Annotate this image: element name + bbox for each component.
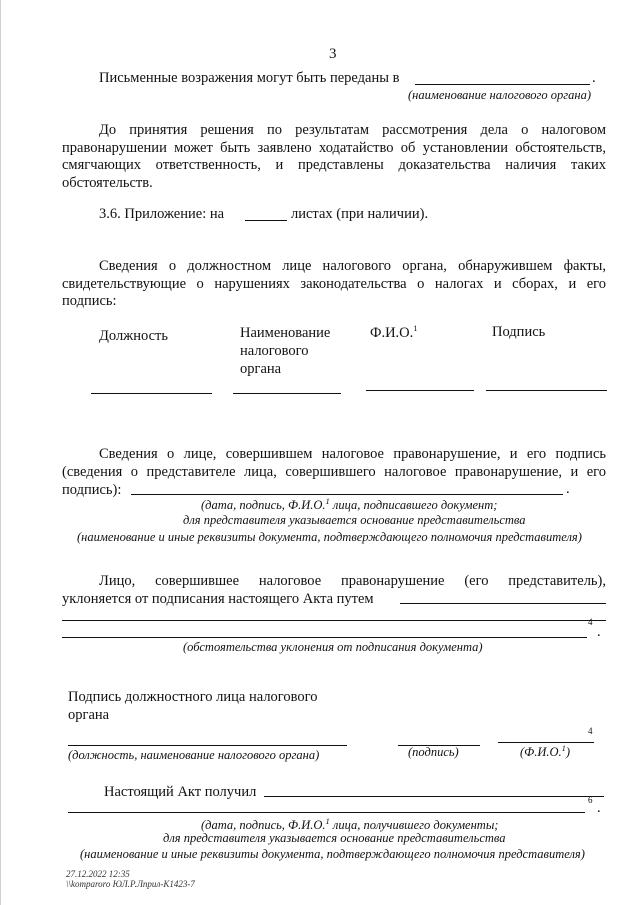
received-caption-line-3: (наименование и иные реквизиты документа, подтверждающего полномочия представителя) bbox=[80, 847, 585, 861]
column-position: Должность bbox=[99, 328, 168, 344]
column-signature: Подпись bbox=[492, 324, 546, 340]
received-caption-line-1: (дата, подпись, Ф.И.О.$^1$ лица, получившего документы; bbox=[201, 816, 499, 833]
official-signature-line-1: Подпись должностного лица налогового bbox=[68, 689, 318, 705]
received-caption-line-2: для представителя указывается основание представительства bbox=[163, 831, 506, 845]
official-fio-caption-footnote: 1 bbox=[561, 743, 566, 753]
authority-field bbox=[233, 393, 341, 394]
attachment-prefix: 3.6. Приложение: на bbox=[99, 206, 225, 222]
received-footnote: 6 bbox=[588, 795, 593, 805]
official-position-caption: (должность, наименование налогового органа) bbox=[68, 748, 320, 762]
received-field-2 bbox=[68, 812, 585, 813]
offender-caption-line-1: (дата, подпись, Ф.И.О.$^1$ лица, подписавшего документ; bbox=[201, 496, 498, 513]
evasion-line-2: уклоняется от подписания настоящего Акта путем bbox=[62, 591, 374, 607]
offender-info-line-3: подпись): bbox=[62, 482, 122, 498]
offender-info-end: . bbox=[566, 481, 570, 497]
evasion-method-field-3 bbox=[62, 637, 587, 638]
footer-date: 27.12.2022 12:35 bbox=[66, 869, 130, 879]
evasion-method-field-1 bbox=[400, 603, 606, 604]
official-position-field bbox=[68, 745, 347, 746]
received-field-1 bbox=[264, 796, 604, 797]
column-authority-line-1: Наименование bbox=[240, 325, 331, 341]
official-info-line-2: свидетельствующие о нарушениях законодательства о налогах и сборах, и его bbox=[62, 276, 606, 292]
column-authority-line-2: налогового bbox=[240, 343, 309, 359]
offender-caption-footnote: 1 bbox=[325, 496, 330, 506]
attachment-suffix: листах (при наличии). bbox=[291, 206, 429, 222]
official-signature-footnote: 4 bbox=[588, 726, 593, 736]
position-field bbox=[91, 393, 212, 394]
received-caption-footnote: 1 bbox=[325, 816, 330, 826]
petition-line-3: смягчающих ответственность, и представлены доказательства наличия таких bbox=[62, 157, 606, 173]
official-signature-line-2: органа bbox=[68, 707, 110, 723]
official-signature-caption: (подпись) bbox=[408, 745, 459, 759]
column-authority-line-3: органа bbox=[240, 361, 282, 377]
page-edge-line bbox=[0, 0, 1, 905]
objections-end: . bbox=[592, 70, 596, 86]
page-number: 3 bbox=[329, 46, 337, 62]
footer-code: \\komparoro ЮЛ.Р.Лприл-К1423-7 bbox=[66, 879, 195, 889]
evasion-method-field-2 bbox=[62, 620, 606, 621]
offender-caption-line-3: (наименование и иные реквизиты документа, подтверждающего полномочия представителя) bbox=[77, 530, 582, 544]
signature-field bbox=[486, 390, 607, 391]
petition-line-2: правонарушении может быть заявлено ходатайство об установлении обстоятельств, bbox=[62, 140, 606, 156]
evasion-line-1: Лицо, совершившее налоговое правонарушение (его представитель), bbox=[99, 573, 606, 589]
objections-text: Письменные возражения могут быть переданы в bbox=[99, 70, 400, 86]
objections-authority-field bbox=[415, 84, 590, 85]
received-text: Настоящий Акт получил bbox=[104, 784, 257, 800]
offender-info-line-2: (сведения о представителе лица, совершившего налоговое правонарушение, и его bbox=[62, 464, 606, 480]
evasion-end: . bbox=[597, 624, 601, 640]
offender-caption-line-2: для представителя указывается основание представительства bbox=[183, 513, 526, 527]
evasion-footnote: 4 bbox=[588, 617, 593, 627]
official-fio-caption: (Ф.И.О.$^1$) bbox=[520, 743, 571, 760]
objections-caption: (наименование налогового органа) bbox=[408, 88, 591, 102]
evasion-caption: (обстоятельства уклонения от подписания документа) bbox=[183, 640, 483, 654]
official-info-line-3: подпись: bbox=[62, 293, 117, 309]
column-fio: Ф.И.О.$^1$ bbox=[370, 323, 418, 341]
official-info-line-1: Сведения о должностном лице налогового органа, обнаружившем факты, bbox=[99, 258, 606, 274]
column-fio-footnote: 1 bbox=[413, 323, 418, 333]
offender-info-line-1: Сведения о лице, совершившем налоговое правонарушение, и его подпись bbox=[99, 446, 606, 462]
attachment-sheets-field bbox=[245, 220, 287, 221]
fio-field bbox=[366, 390, 474, 391]
offender-signature-field bbox=[131, 494, 563, 495]
petition-line-4: обстоятельств. bbox=[62, 175, 153, 191]
petition-line-1: До принятия решения по результатам рассмотрения дела о налоговом bbox=[99, 122, 606, 138]
received-end: . bbox=[597, 800, 601, 816]
